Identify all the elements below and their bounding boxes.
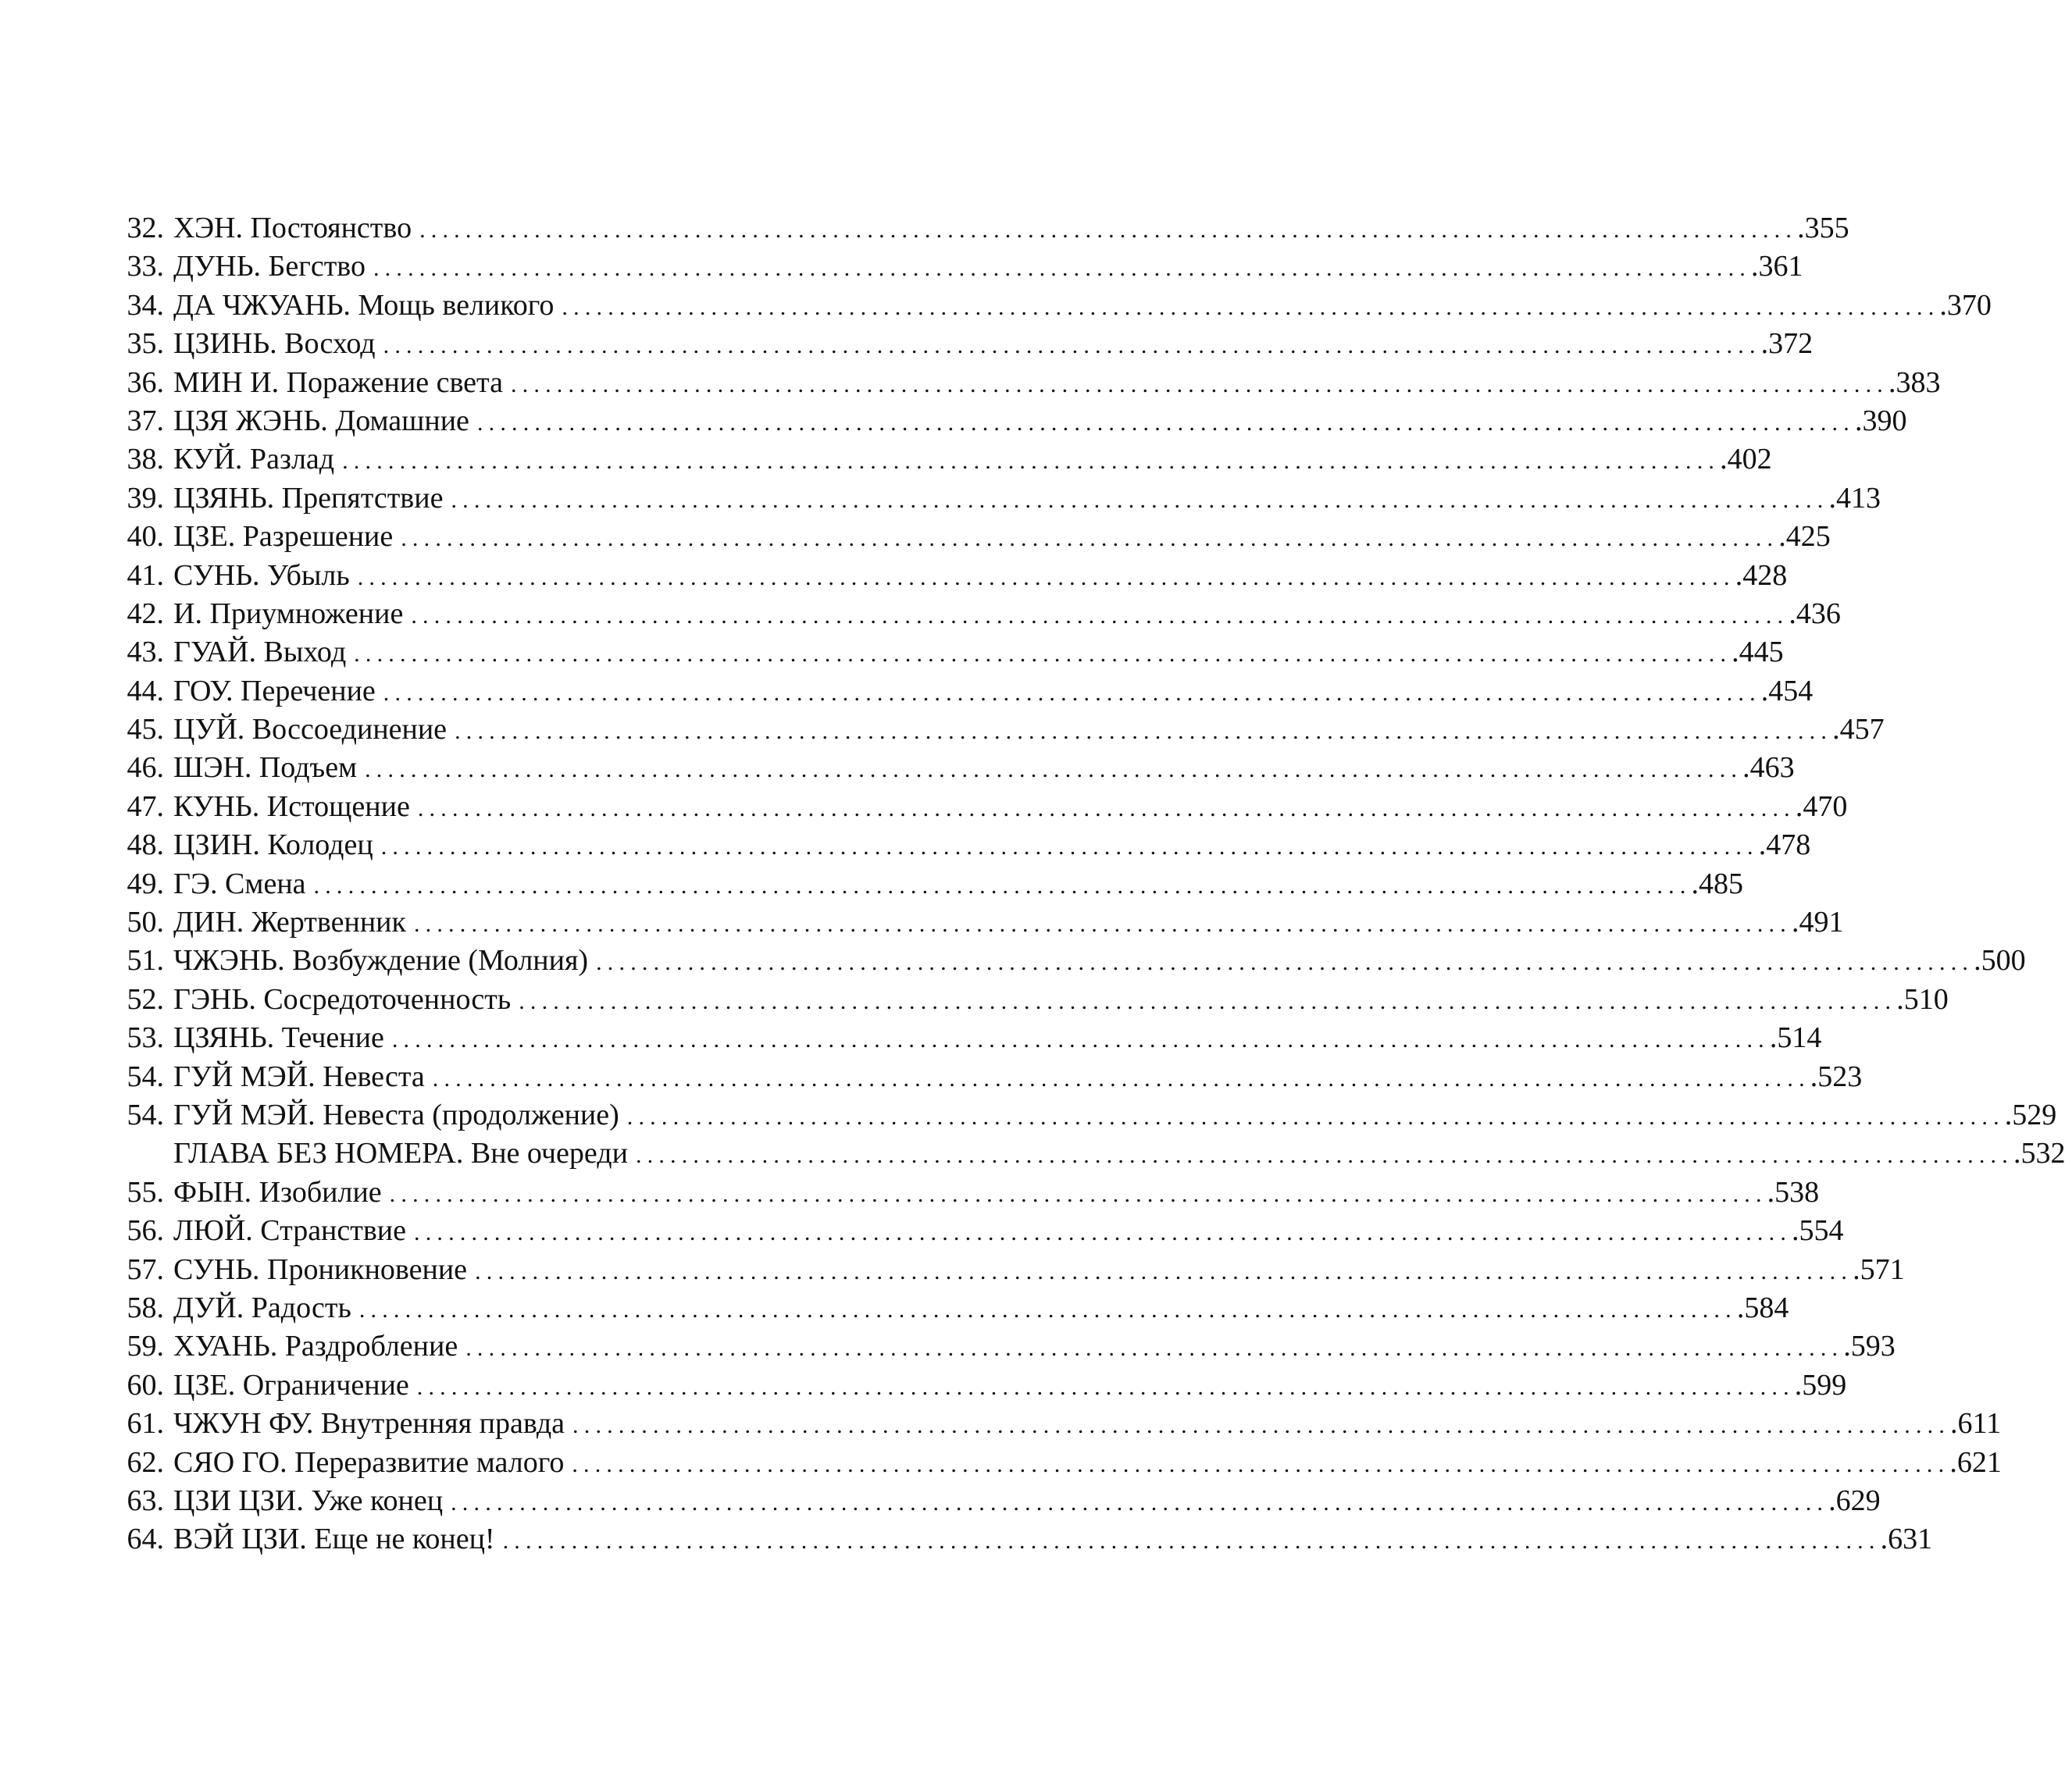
toc-entry <box>116 1405 2002 1443</box>
toc-entry <box>116 1289 1789 1327</box>
entry-title: И. Приумножение <box>173 597 404 630</box>
dot-leader: ........................................................................................................................ <box>572 1451 1950 1477</box>
entry-title: СУНЬ. Убыль <box>173 558 350 592</box>
entry-number: 51. <box>127 944 164 978</box>
dot-leader: ........................................................................................................................ <box>414 1220 1792 1246</box>
entry-page-number: .621 <box>1949 1445 2002 1479</box>
entry-title: ГУАЙ. Выход <box>173 636 347 669</box>
entry-title: ФЫН. Изобилие <box>173 1175 382 1209</box>
entry-number: 54. <box>127 1098 164 1131</box>
entry-number: 42. <box>127 597 164 630</box>
dot-leader: ........................................................................................................................ <box>417 795 1796 821</box>
toc-entry <box>116 209 1849 248</box>
entry-title: ЦЗИНЬ. Восход <box>173 327 376 361</box>
dot-leader: ........................................................................................................................ <box>519 988 1897 1014</box>
toc-entry <box>116 364 1941 402</box>
entry-number: 38. <box>127 443 164 476</box>
toc-entry <box>116 749 1795 787</box>
toc-entry <box>116 1251 1905 1289</box>
toc-entry <box>116 595 1841 633</box>
entry-title: ХУАНЬ. Раздробление <box>173 1330 458 1363</box>
toc-entry <box>116 1174 1820 1212</box>
dot-leader: ........................................................................................................................ <box>451 1489 1829 1516</box>
dot-leader: ........................................................................................................................ <box>465 1335 1844 1362</box>
entry-page-number: .491 <box>1791 906 1844 939</box>
entry-title: ДИН. Жертвенник <box>173 906 406 939</box>
entry-page-number: .470 <box>1795 789 1848 823</box>
entry-title: ЦЗИН. Колодец <box>173 828 373 862</box>
entry-number: 33. <box>127 250 164 283</box>
entry-page-number: .532 <box>2013 1137 2065 1170</box>
entry-page-number: .523 <box>1810 1060 1863 1093</box>
dot-leader: ........................................................................................................................ <box>342 448 1721 475</box>
dot-leader: ........................................................................................................................ <box>401 525 1779 552</box>
entry-number: 36. <box>127 365 164 399</box>
entry-title: ДУЙ. Радость <box>173 1291 351 1324</box>
entry-title: ШЭН. Подъем <box>173 751 358 785</box>
toc-entry <box>116 287 1992 325</box>
dot-leader: ........................................................................................................................ <box>357 564 1735 590</box>
dot-leader: ........................................................................................................................ <box>416 1373 1795 1400</box>
entry-title: ГОУ. Перечение <box>173 674 376 707</box>
dot-leader: ........................................................................................................................ <box>451 486 1829 513</box>
toc-entry <box>116 1019 1822 1057</box>
entry-number: 43. <box>127 636 164 669</box>
toc-entry <box>116 788 1848 826</box>
entry-page-number: .593 <box>1843 1330 1896 1363</box>
entry-title: ДУНЬ. Бегство <box>173 250 366 283</box>
dot-leader: ........................................................................................................................ <box>510 371 1888 397</box>
entry-page-number: .584 <box>1736 1291 1789 1324</box>
entry-page-number: .478 <box>1758 828 1811 862</box>
dot-leader: ........................................................................................................................ <box>562 294 1940 320</box>
dot-leader: ........................................................................................................................ <box>354 641 1732 668</box>
entry-number: 41. <box>127 558 164 592</box>
dot-leader: ........................................................................................................................ <box>391 1027 1770 1053</box>
entry-title: СУНЬ. Проникновение <box>173 1252 468 1286</box>
entry-number: 45. <box>127 713 164 746</box>
toc-entry <box>116 981 1949 1019</box>
toc-entry <box>116 479 1881 518</box>
entry-number: 32. <box>127 212 164 244</box>
toc-entry <box>116 1520 1933 1559</box>
toc-entry <box>116 826 1811 864</box>
entry-number: 44. <box>127 674 164 707</box>
entry-number: 49. <box>127 867 164 900</box>
entry-number: 55. <box>127 1175 164 1209</box>
entry-title: ГУЙ МЭЙ. Невеста <box>173 1060 425 1093</box>
entry-number: 46. <box>127 751 164 785</box>
dot-leader: ........................................................................................................................ <box>626 1103 2005 1130</box>
dot-leader: ........................................................................................................................ <box>313 872 1692 899</box>
toc-entry <box>116 1096 2057 1135</box>
dot-leader: ........................................................................................................................ <box>419 217 1798 243</box>
dot-leader: ........................................................................................................................ <box>432 1065 1810 1092</box>
toc-entry <box>116 865 1744 903</box>
toc-entry <box>116 1058 1863 1096</box>
dot-leader: ........................................................................................................................ <box>411 602 1789 629</box>
entry-number: 37. <box>127 404 164 437</box>
entry-number: 48. <box>127 828 164 862</box>
toc-entry <box>116 402 1907 440</box>
entry-number: 57. <box>127 1252 164 1286</box>
entry-page-number: .390 <box>1854 404 1907 437</box>
entry-number: 47. <box>127 789 164 823</box>
entry-title: ЧЖУН ФУ. Внутренняя правда <box>173 1407 565 1441</box>
entry-title: ЦЗЕ. Разрешение <box>173 520 394 554</box>
dot-leader: ........................................................................................................................ <box>476 409 1855 436</box>
toc-entry <box>116 518 1831 556</box>
entry-page-number: .514 <box>1769 1021 1822 1055</box>
toc-entry <box>116 672 1814 711</box>
entry-title: ЛЮЙ. Странствие <box>173 1214 407 1248</box>
entry-number: 60. <box>127 1368 164 1402</box>
toc-entry <box>116 1327 1896 1366</box>
entry-page-number: .428 <box>1735 558 1788 592</box>
entry-title: ЧЖЭНЬ. Возбуждение (Молния) <box>173 944 589 978</box>
entry-title: ЦЗЕ. Ограничение <box>173 1368 409 1402</box>
entry-number: 64. <box>127 1523 164 1556</box>
entry-title: ГУЙ МЭЙ. Невеста (продолжение) <box>173 1098 619 1131</box>
dot-leader: ........................................................................................................................ <box>365 757 1743 783</box>
entry-page-number: .454 <box>1760 674 1814 707</box>
dot-leader: ........................................................................................................................ <box>635 1142 2013 1169</box>
entry-title: МИН И. Поражение света <box>173 365 503 399</box>
entry-number: 61. <box>127 1407 164 1441</box>
entry-title: ГЭ. Смена <box>173 867 306 900</box>
table-of-contents <box>116 209 2065 1559</box>
dot-leader: ........................................................................................................................ <box>413 911 1792 938</box>
entry-page-number: .425 <box>1778 520 1831 554</box>
entry-number: 50. <box>127 906 164 939</box>
entry-page-number: .510 <box>1896 982 1949 1016</box>
entry-title: КУНЬ. Истощение <box>173 789 410 823</box>
toc-entry <box>116 557 1788 595</box>
toc-entry <box>116 1482 1881 1520</box>
dot-leader: ........................................................................................................................ <box>358 1296 1737 1323</box>
entry-title: КУЙ. Разлад <box>173 443 335 476</box>
dot-leader: ........................................................................................................................ <box>373 255 1751 282</box>
entry-page-number: .372 <box>1760 327 1814 361</box>
dot-leader: ........................................................................................................................ <box>502 1528 1881 1555</box>
entry-page-number: .529 <box>2004 1098 2057 1131</box>
entry-title: ЦЗЯНЬ. Течение <box>173 1021 384 1055</box>
toc-entry <box>116 903 1844 942</box>
entry-number: 54. <box>127 1060 164 1093</box>
entry-page-number: .370 <box>1939 288 1992 322</box>
entry-title: ЦЗЯ ЖЭНЬ. Домашние <box>173 404 469 437</box>
entry-page-number: .485 <box>1691 867 1744 900</box>
toc-entry <box>116 440 1772 479</box>
entry-number: 59. <box>127 1330 164 1363</box>
dot-leader: ........................................................................................................................ <box>383 333 1761 359</box>
entry-number: 63. <box>127 1484 164 1517</box>
dot-leader: ........................................................................................................................ <box>383 679 1761 706</box>
entry-page-number: .599 <box>1794 1368 1847 1402</box>
entry-number: 52. <box>127 982 164 1016</box>
dot-leader: ........................................................................................................................ <box>389 1181 1767 1207</box>
toc-entry <box>116 1444 2002 1482</box>
entry-page-number: .538 <box>1767 1175 1820 1209</box>
entry-number: 62. <box>127 1445 164 1479</box>
toc-entry <box>116 942 2026 980</box>
entry-page-number: .436 <box>1789 597 1841 630</box>
dot-leader: ........................................................................................................................ <box>596 949 1974 976</box>
entry-title: ВЭЙ ЦЗИ. Еще не конец! <box>173 1523 495 1556</box>
dot-leader: ........................................................................................................................ <box>475 1258 1853 1284</box>
dot-leader: ........................................................................................................................ <box>380 834 1759 860</box>
entry-title: ХЭН. Постоянство <box>173 212 412 244</box>
entry-number: 53. <box>127 1021 164 1055</box>
entry-page-number: .402 <box>1720 443 1772 476</box>
entry-title: ГЭНЬ. Сосредоточенность <box>173 982 512 1016</box>
entry-page-number: .500 <box>1974 944 2026 978</box>
entry-number: 56. <box>127 1214 164 1248</box>
entry-page-number: .445 <box>1732 636 1784 669</box>
entry-title: ЦУЙ. Воссоединение <box>173 713 448 746</box>
entry-title: ДА ЧЖУАНЬ. Мощь великого <box>173 288 555 322</box>
entry-page-number: .463 <box>1742 751 1795 785</box>
entry-page-number: .571 <box>1853 1252 1905 1286</box>
entry-page-number: .554 <box>1792 1214 1844 1248</box>
toc-entry <box>116 633 1784 672</box>
entry-number: 35. <box>127 327 164 361</box>
entry-number: 34. <box>127 288 164 322</box>
entry-page-number: .611 <box>1950 1407 2002 1441</box>
toc-entry <box>116 711 1885 749</box>
entry-page-number: .457 <box>1832 713 1885 746</box>
entry-page-number: .361 <box>1750 250 1803 283</box>
entry-number: 58. <box>127 1291 164 1324</box>
entry-title: ГЛАВА БЕЗ НОМЕРА. Вне очереди <box>173 1137 628 1170</box>
toc-entry <box>116 1212 1844 1250</box>
toc-entry <box>116 1366 1847 1405</box>
entry-number: 40. <box>127 520 164 554</box>
entry-title: ЦЗЯНЬ. Препятствие <box>173 481 444 515</box>
entry-title: ЦЗИ ЦЗИ. Уже конец <box>173 1484 444 1517</box>
entry-page-number: .355 <box>1797 212 1849 244</box>
entry-page-number: .413 <box>1828 481 1881 515</box>
entry-page-number: .629 <box>1828 1484 1881 1517</box>
dot-leader: ........................................................................................................................ <box>455 718 1833 745</box>
entry-page-number: .631 <box>1880 1523 1933 1556</box>
toc-entry <box>116 1135 2065 1173</box>
entry-number: 39. <box>127 481 164 515</box>
entry-page-number: .383 <box>1888 365 1941 399</box>
entry-title: СЯО ГО. Переразвитие малого <box>173 1445 565 1479</box>
dot-leader: ........................................................................................................................ <box>572 1413 1951 1439</box>
toc-entry <box>116 248 1803 286</box>
toc-entry <box>116 325 1814 363</box>
